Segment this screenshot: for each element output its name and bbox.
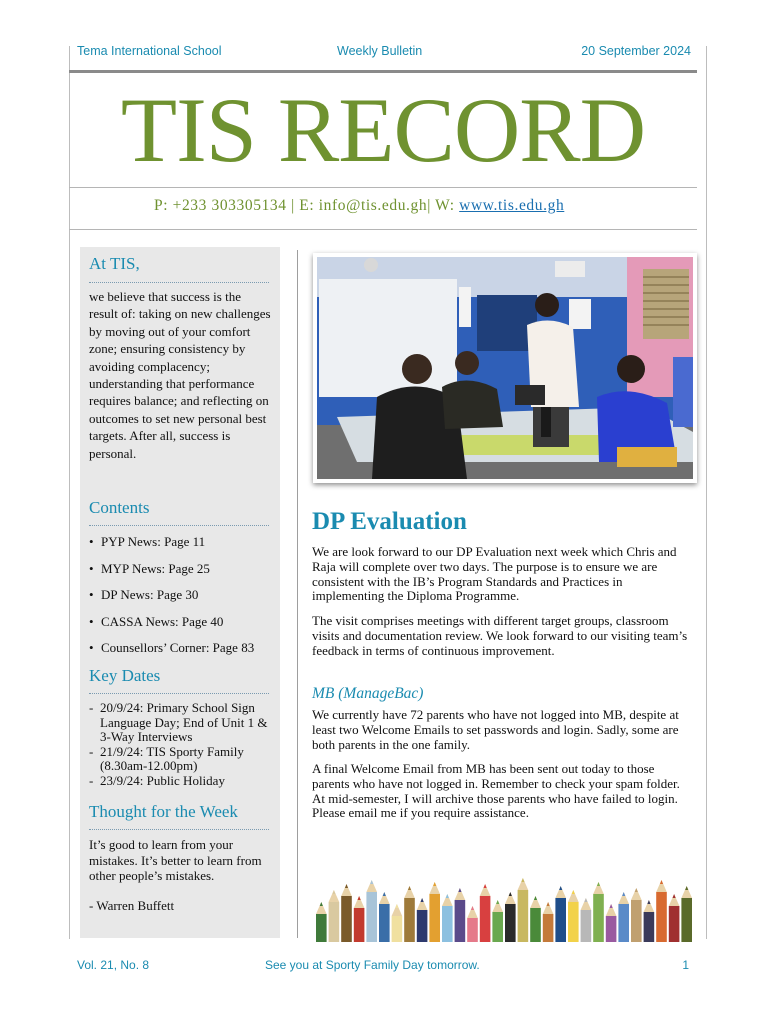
key-date-item: - 23/9/24: Public Holiday <box>89 774 275 789</box>
pencil <box>366 880 377 942</box>
contents-list <box>89 533 275 666</box>
thought-author: - Warren Buffett <box>89 898 175 913</box>
pencil <box>581 898 592 942</box>
pencil <box>442 894 453 942</box>
divider <box>89 282 269 283</box>
pencil <box>417 898 428 942</box>
dp-evaluation-photo <box>313 253 697 483</box>
pencil <box>480 884 491 942</box>
key-dates-list <box>89 701 275 789</box>
footer-message: See you at Sporty Family Day tomorrow. <box>265 958 480 972</box>
colored-pencils-illustration <box>315 850 693 942</box>
pencil <box>631 888 642 942</box>
article-paragraph: The visit comprises meetings with different target groups, classroom visits and documentation review. We look forward to our visiting team’s feedback in terms of continuous improvement. <box>312 613 688 658</box>
pencil <box>530 896 541 942</box>
at-tis-heading: At TIS, <box>89 254 140 273</box>
pencil <box>455 888 466 942</box>
pencil <box>341 884 352 942</box>
pencil <box>379 892 390 942</box>
pencil <box>568 890 579 942</box>
pencil <box>518 878 529 942</box>
article-paragraph: A final Welcome Email from MB has been sent out today to those parents who have not logged in. Remember to check your spam folder. At mid-semester, I will archive those parents who have failed to login. Please email me if you require assistance. <box>312 761 680 821</box>
pencil <box>392 904 403 942</box>
contents-item: • Counsellors’ Corner: Page 83 <box>89 639 275 666</box>
pencil <box>467 906 478 942</box>
contents-item: • MYP News: Page 25 <box>89 560 275 587</box>
pencil <box>404 886 415 942</box>
pencil <box>429 882 440 942</box>
page-number: 1 <box>682 958 689 972</box>
contact-text: P: +233 303305134 | E: info@tis.edu.gh| W: <box>154 197 460 214</box>
pencil <box>354 896 365 942</box>
pencil <box>492 900 503 942</box>
contact-bottom-rule <box>69 229 697 230</box>
top-bar <box>77 44 691 60</box>
pencil <box>555 886 566 942</box>
key-dates-heading: Key Dates <box>89 666 161 685</box>
pencil <box>316 902 327 942</box>
pencil <box>505 892 516 942</box>
masthead-bottom-rule <box>69 187 697 188</box>
article-heading: DP Evaluation <box>312 508 467 535</box>
article-paragraph: We are look forward to our DP Evaluation next week which Chris and Raja will complete over two days. The purpose is to ensure we are consistent with the IB’s Program Standards and Practices in implementing the Diploma Programme. <box>312 544 677 604</box>
sidebar <box>80 247 280 938</box>
contents-heading: Contents <box>89 498 150 517</box>
contents-item: • CASSA News: Page 40 <box>89 613 275 640</box>
website-link[interactable]: www.tis.edu.gh <box>459 197 565 214</box>
classroom-meeting-image <box>317 257 693 479</box>
thought-heading: Thought for the Week <box>89 802 238 821</box>
at-tis-text: we believe that success is the result of: taking on new challenges by moving out of your comfort zone; ensuring consistency by avoiding complacency; understanding that performance requires balance; and reflecting on outcomes to set new personal best targets. After all, success is personal. <box>89 289 271 461</box>
key-date-item: - 20/9/24: Primary School Sign Language Day; End of Unit 1 & 3-Way Interviews <box>89 701 275 745</box>
pencil <box>681 886 692 942</box>
article-paragraph: We currently have 72 parents who have not logged into MB, despite at least two Welcome Emails to set passwords and login. Sadly, some are both parents in the one family. <box>312 707 679 752</box>
pencil <box>669 894 680 942</box>
pencil <box>329 890 340 942</box>
pencil <box>606 904 617 942</box>
divider <box>89 693 269 694</box>
managebac-heading: MB (ManageBac) <box>312 685 424 702</box>
thought-quote: It’s good to learn from your mistakes. It’s better to learn from other people’s mistakes. <box>89 837 262 883</box>
school-name: Tema International School <box>77 44 222 58</box>
right-page-border <box>706 46 707 939</box>
divider <box>89 525 269 526</box>
pencil <box>656 880 667 942</box>
footer <box>77 958 691 974</box>
pencil <box>593 882 604 942</box>
column-divider <box>297 250 298 938</box>
pencil <box>543 902 554 942</box>
masthead-title: TIS RECORD <box>120 79 646 181</box>
contents-item: • DP News: Page 30 <box>89 586 275 613</box>
pencil <box>618 892 629 942</box>
divider <box>89 829 269 830</box>
volume-number: Vol. 21, No. 8 <box>77 958 150 972</box>
issue-date: 20 September 2024 <box>581 44 691 58</box>
key-date-item: - 21/9/24: TIS Sporty Family (8.30am-12.00pm) <box>89 745 275 774</box>
contact-line <box>154 197 564 217</box>
contents-item: • PYP News: Page 11 <box>89 533 275 560</box>
masthead-top-rule <box>69 70 697 73</box>
pencil <box>644 900 655 942</box>
bulletin-label: Weekly Bulletin <box>337 44 423 58</box>
